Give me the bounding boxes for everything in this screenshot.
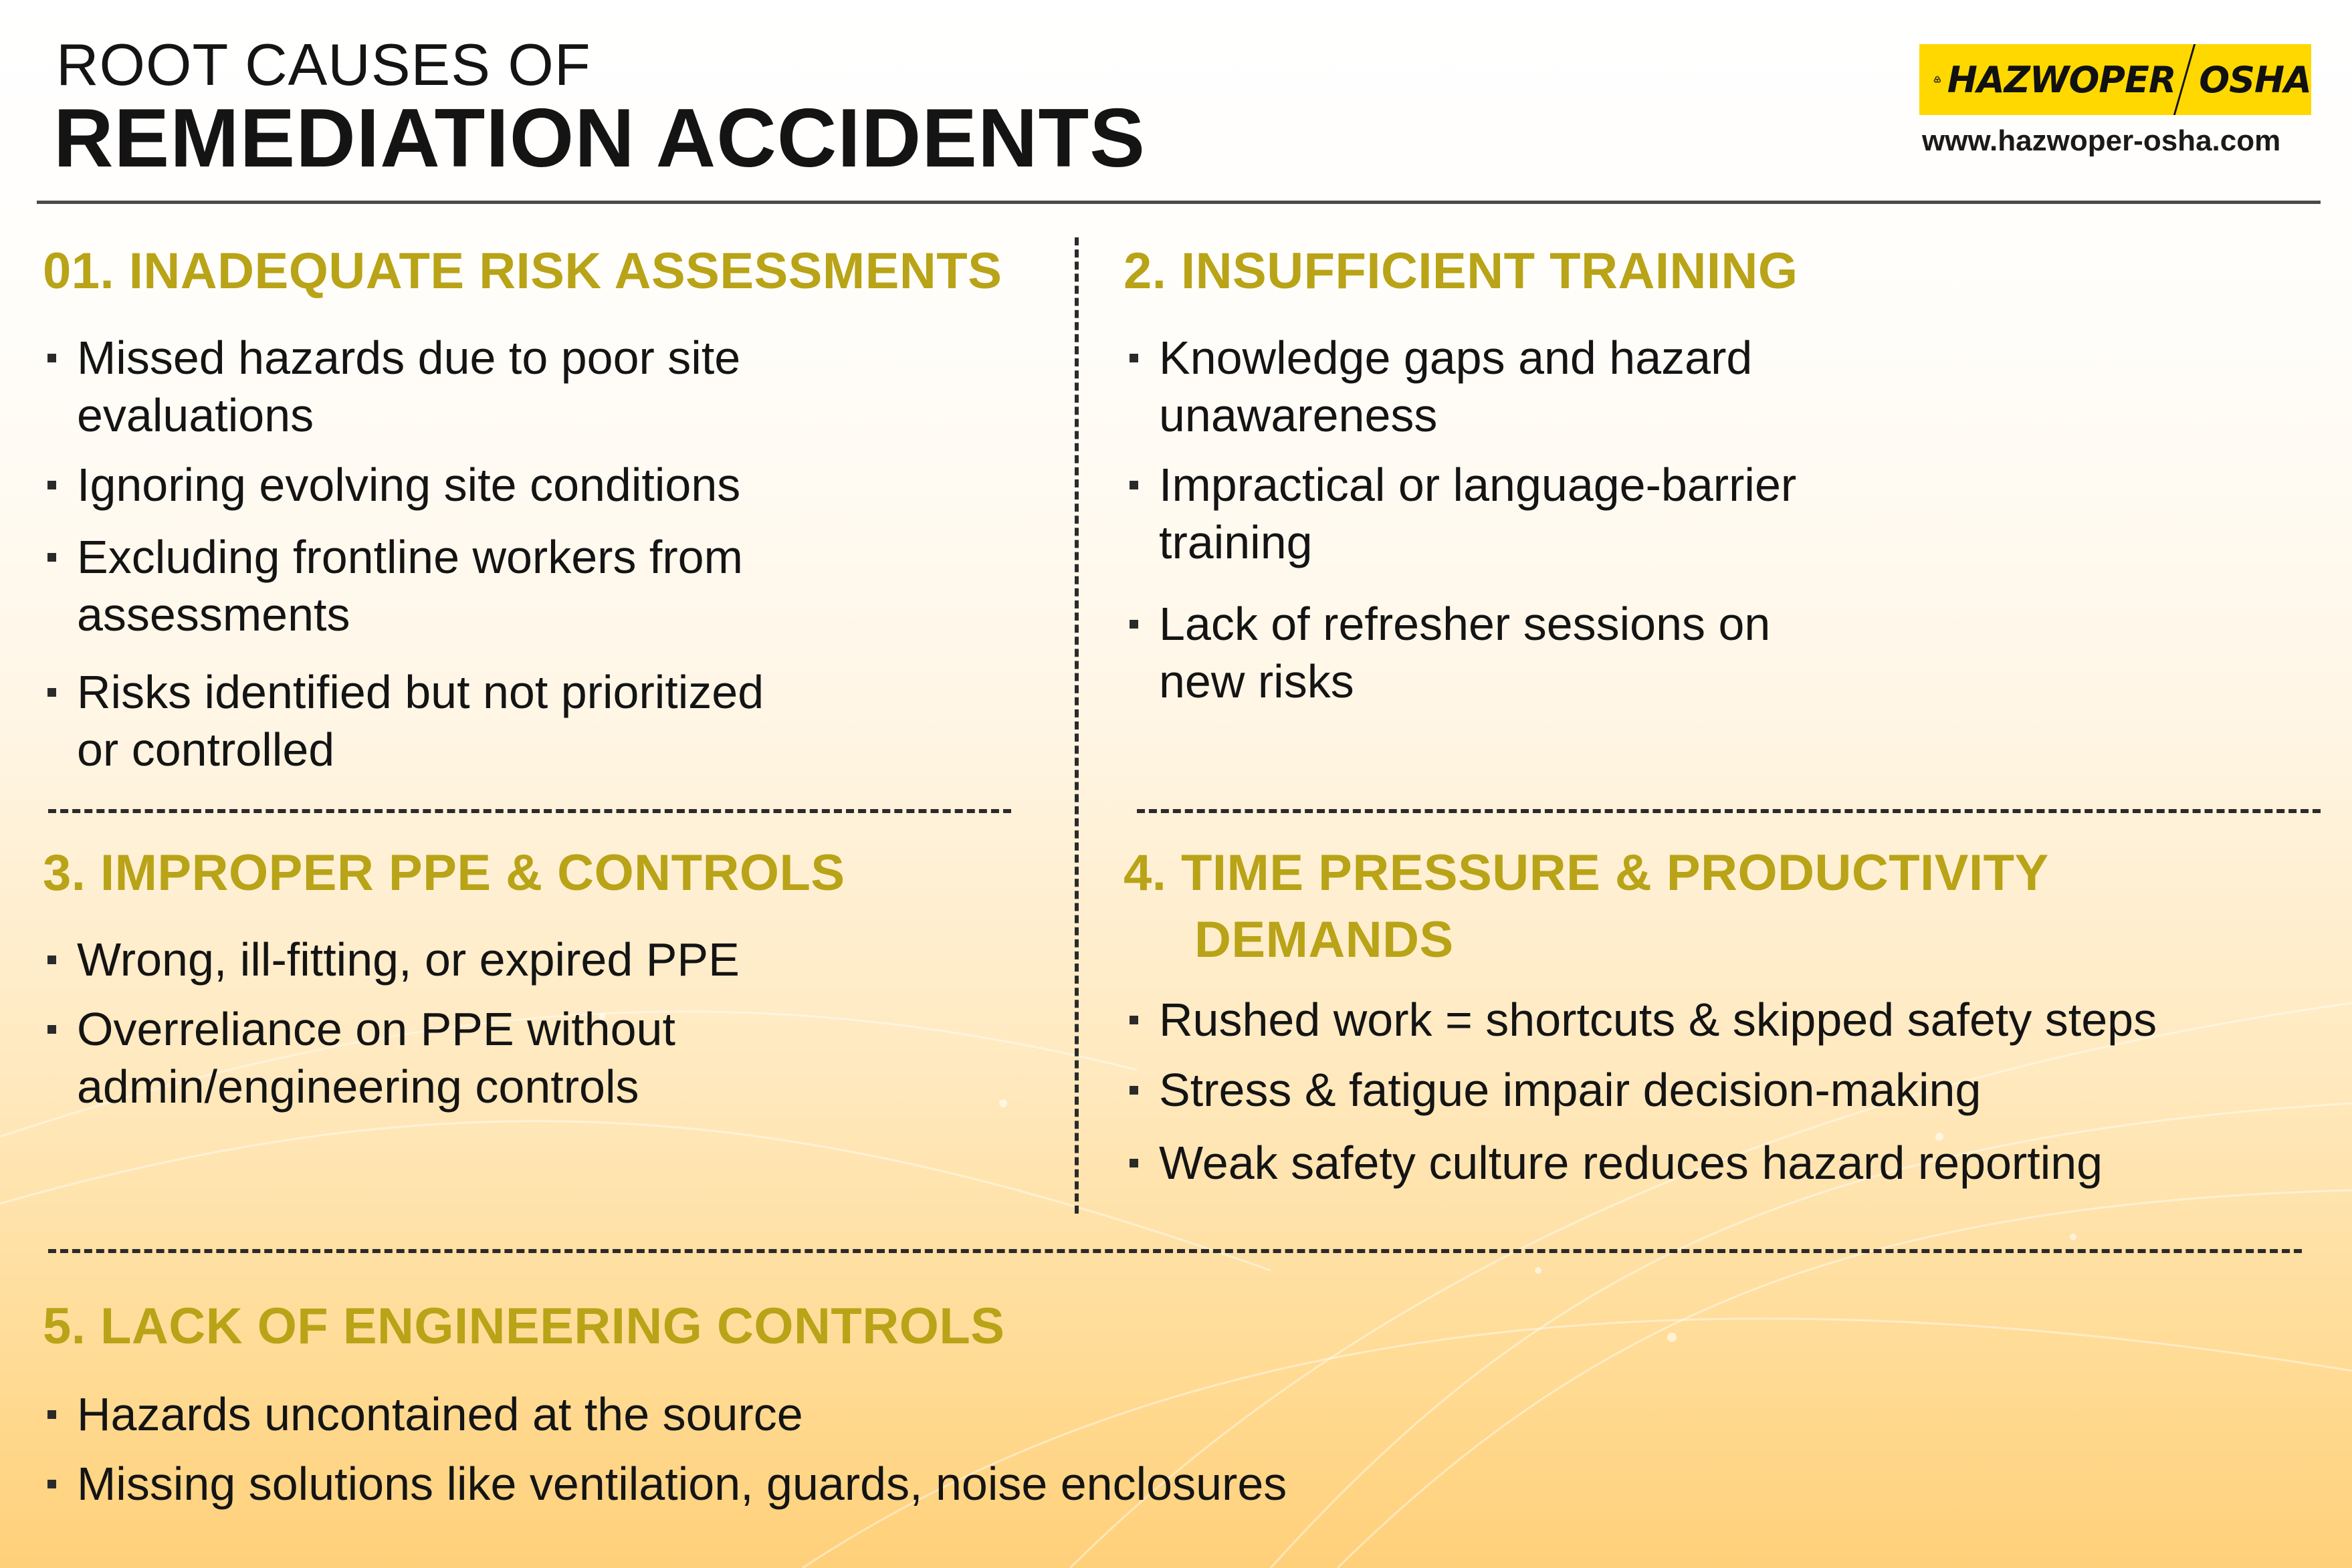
vertical-divider (1075, 237, 1079, 1214)
logo-text-osha: OSHA (2199, 58, 2311, 101)
list-item: Overreliance on PPE without admin/engineering controls (77, 1000, 675, 1115)
title-line-1: ROOT CAUSES OF (56, 31, 591, 98)
square-bullet-icon (47, 956, 56, 964)
list-item: Ignoring evolving site conditions (77, 456, 740, 514)
list-item: Impractical or language-barrier training (1159, 456, 1796, 571)
square-bullet-icon (1130, 1086, 1138, 1095)
list-item: Rushed work = shortcuts & skipped safety steps (1159, 991, 2157, 1048)
logo-divider (2173, 44, 2196, 115)
website-url[interactable]: www.hazwoper-osha.com (1922, 124, 2281, 157)
list-item: Weak safety culture reduces hazard reporting (1159, 1134, 2103, 1192)
horizontal-divider-bottom (48, 1249, 2302, 1253)
square-bullet-icon (1130, 1016, 1138, 1024)
square-bullet-icon (1130, 1159, 1138, 1167)
biohazard-icon (1933, 53, 1942, 106)
section-2-heading: 2. INSUFFICIENT TRAINING (1124, 243, 1798, 300)
square-bullet-icon (47, 553, 56, 562)
square-bullet-icon (47, 688, 56, 697)
list-item: Excluding frontline workers from assessments (77, 528, 743, 643)
list-item: Missed hazards due to poor site evaluations (77, 329, 740, 444)
square-bullet-icon (1130, 620, 1138, 629)
square-bullet-icon (47, 1025, 56, 1034)
square-bullet-icon (47, 481, 56, 489)
logo-text-hazwoper: HAZWOPER (1947, 58, 2176, 101)
square-bullet-icon (1130, 481, 1138, 489)
page-title: REMEDIATION ACCIDENTS (54, 92, 1146, 185)
square-bullet-icon (47, 1410, 56, 1419)
section-3-heading: 3. IMPROPER PPE & CONTROLS (43, 845, 845, 901)
square-bullet-icon (47, 354, 56, 362)
hazwoper-osha-logo[interactable] (1919, 44, 2311, 115)
section-5-heading: 5. LACK OF ENGINEERING CONTROLS (43, 1298, 1005, 1355)
horizontal-divider-left (48, 809, 1011, 813)
list-item: Hazards uncontained at the source (77, 1385, 803, 1443)
list-item: Risks identified but not prioritized or controlled (77, 663, 764, 778)
horizontal-divider-right (1137, 809, 2321, 813)
section-4-heading-line-2: DEMANDS (1194, 911, 1454, 968)
header-divider (37, 201, 2321, 204)
list-item: Stress & fatigue impair decision-making (1159, 1061, 1981, 1119)
list-item: Missing solutions like ventilation, guards, noise enclosures (77, 1455, 1287, 1513)
list-item: Lack of refresher sessions on new risks (1159, 595, 1770, 710)
square-bullet-icon (47, 1480, 56, 1488)
square-bullet-icon (1130, 354, 1138, 362)
section-4-heading: 4. TIME PRESSURE & PRODUCTIVITY (1124, 845, 2049, 901)
list-item: Knowledge gaps and hazard unawareness (1159, 329, 1752, 444)
list-item: Wrong, ill-fitting, or expired PPE (77, 931, 740, 988)
section-1-heading: 01. INADEQUATE RISK ASSESSMENTS (43, 243, 1002, 300)
